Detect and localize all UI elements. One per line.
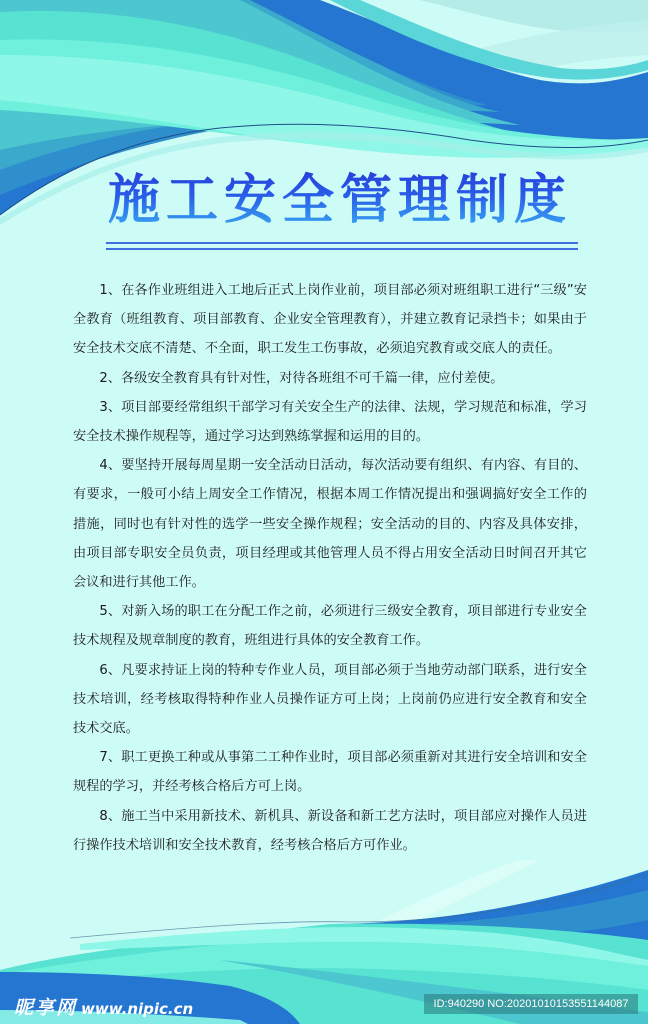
regulation-item-6: 6、凡要求持证上岗的特种专作业人员，项目部必须于当地劳动部门联系，进行安全技术培训，经考核取得特种作业人员操作证方可上岗；上岗前仍应进行安全教育和安全技术交底。 bbox=[73, 662, 587, 737]
poster-title: 施工安全管理制度 bbox=[108, 164, 572, 235]
title-divider-top bbox=[106, 242, 578, 244]
regulation-item-5: 5、对新入场的职工在分配工作之前，必须进行三级安全教育，项目部进行专业安全技术规程及规章制度的教育，班组进行具体的安全教育工作。 bbox=[73, 604, 587, 649]
regulation-item-3: 3、项目部要经常组织干部学习有关安全生产的法律、法规，学习规范和标准，学习安全技术操作规程等，通过学习达到熟练掌握和运用的目的。 bbox=[73, 399, 587, 445]
title-divider-bottom bbox=[106, 248, 578, 250]
title-block bbox=[90, 165, 590, 235]
watermark-url: www.nipic.cn bbox=[81, 1000, 194, 1018]
regulation-item-8: 8、施工当中采用新技术、新机具、新设备和新工艺方法时，项目部应对操作人员进行操作技术培训和安全技术教育，经考核合格后方可作业。 bbox=[73, 808, 587, 853]
regulation-item-4: 4、要坚持开展每周星期一安全活动日活动，每次活动要有组织、有内容、有目的、有要求，一般可小结上周安全工作情况，根据本周工作情况提出和强调搞好安全工作的措施，同时也有针对性的选学一些安全操作规程；安全活动的目的、内容及具体安排，由项目部专职安全员负责，项目经理或其他管理人员不得占用安全活动日时间召开其它会议和进行其他工作。 bbox=[73, 458, 587, 591]
regulation-item-1: 1、在各作业班组进入工地后正式上岗作业前，项目部必须对班组职工进行“三级”安全教育（班组教育、项目部教育、企业安全管理教育），并建立教育记录挡卡；如果由于安全技术交底不清楚、不全面，职工发生工伤事故，必须追究教育或交底人的责任。 bbox=[73, 283, 587, 357]
watermark-logo-text: 昵享网 bbox=[14, 997, 78, 1019]
regulation-item-2: 2、各级安全教育具有针对性，对待各班组不可千篇一律，应付差使。 bbox=[99, 370, 504, 386]
regulation-item-7: 7、职工更换工种或从事第二工种作业时，项目部必须重新对其进行安全培训和安全规程的学习，并经考核合格后方可上岗。 bbox=[73, 750, 587, 795]
regulation-body bbox=[73, 276, 587, 860]
site-watermark-logo bbox=[14, 993, 193, 1020]
watermark-id-badge: ID:940290 NO:20201010153551144087 bbox=[424, 994, 638, 1014]
